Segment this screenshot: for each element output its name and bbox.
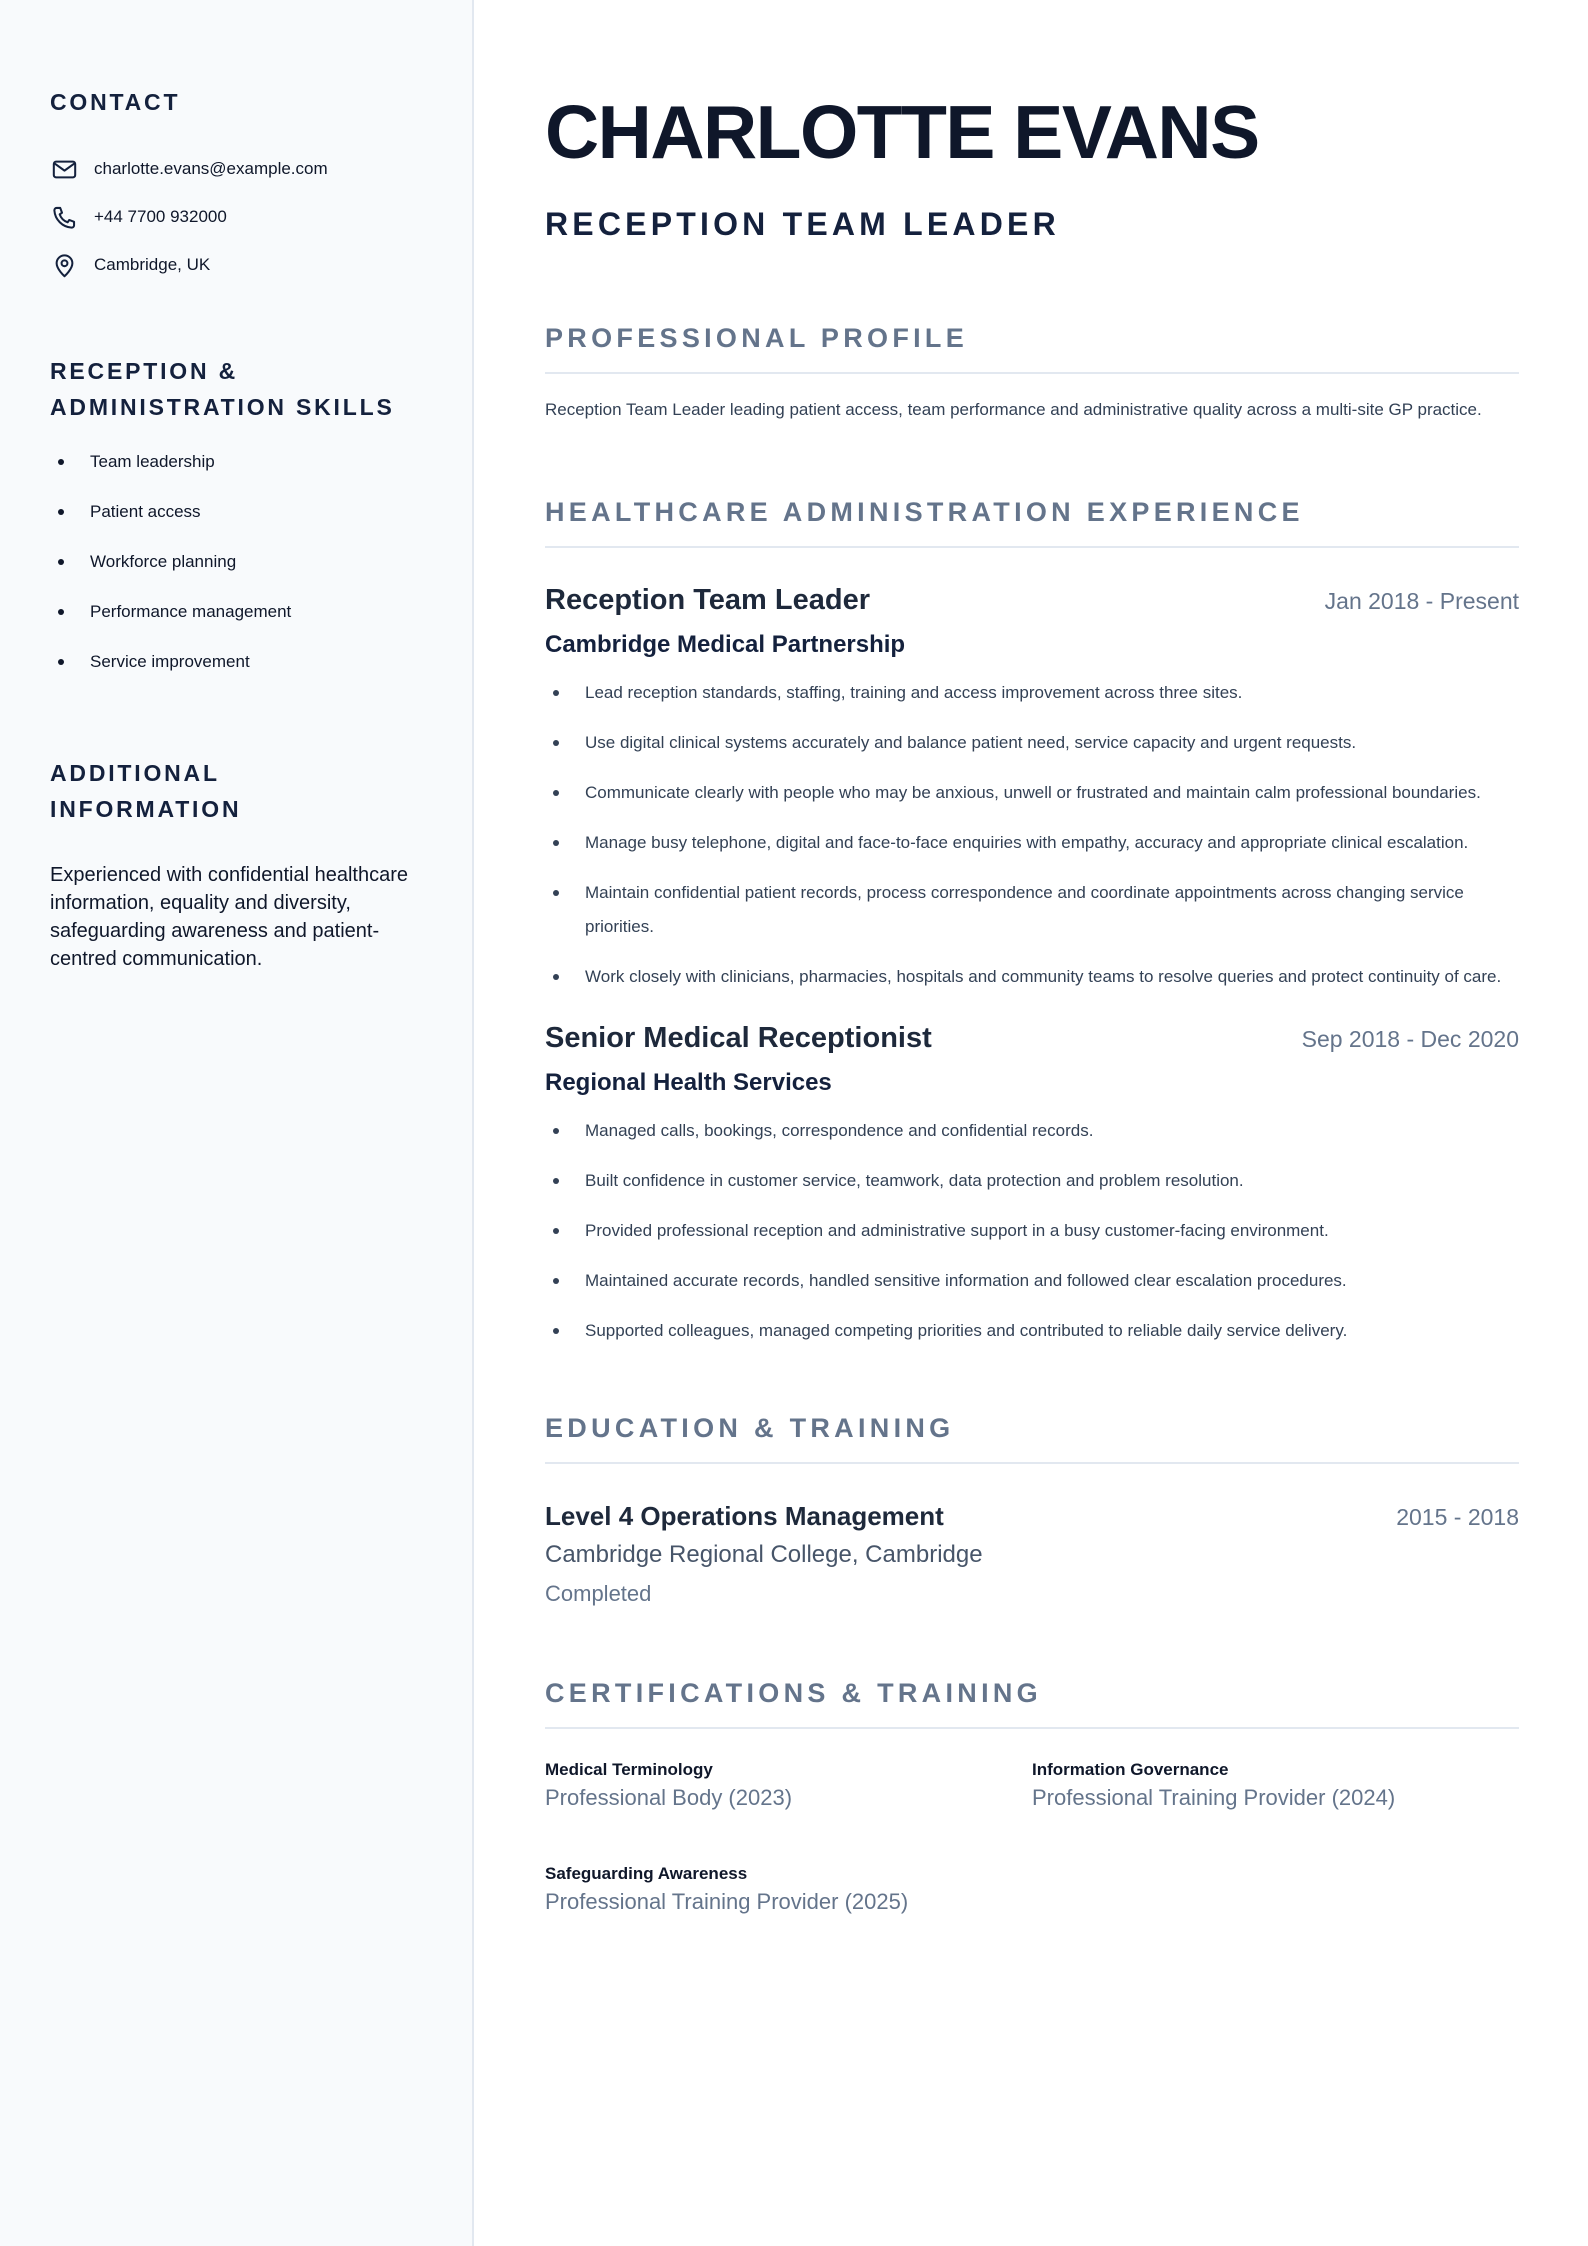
job-bullet: Manage busy telephone, digital and face-to-face enquiries with empathy, accuracy and appropriate clinical escalation. xyxy=(545,826,1519,860)
job-bullets xyxy=(545,676,1519,994)
skill-item: Team leadership xyxy=(50,449,412,499)
job-bullet: Communicate clearly with people who may be anxious, unwell or frustrated and maintain calm professional boundaries. xyxy=(545,776,1519,810)
skill-item: Performance management xyxy=(50,599,412,649)
main-content xyxy=(474,0,1588,2246)
job-bullet: Built confidence in customer service, teamwork, data protection and problem resolution. xyxy=(545,1164,1519,1198)
additional-info-text: Experienced with confidential healthcare information, equality and diversity, safeguarding awareness and patient-centred communication. xyxy=(50,864,408,970)
job-entry xyxy=(545,1018,1519,1348)
certifications-grid xyxy=(545,1759,1519,1917)
contact-list xyxy=(50,145,412,289)
sidebar xyxy=(0,0,474,2246)
education-school: Cambridge Regional College, Cambridge xyxy=(545,1541,983,1568)
profile-heading: PROFESSIONAL PROFILE xyxy=(545,318,1519,374)
job-date: Jan 2018 - Present xyxy=(1324,588,1519,614)
education-header xyxy=(545,1498,1519,1534)
skills-heading xyxy=(50,353,412,425)
job-bullet: Lead reception standards, staffing, training and access improvement across three sites. xyxy=(545,676,1519,710)
contact-location xyxy=(50,241,412,289)
job-bullet: Managed calls, bookings, correspondence and confidential records. xyxy=(545,1114,1519,1148)
contact-heading: CONTACT xyxy=(50,89,181,115)
contact-phone[interactable] xyxy=(50,193,412,241)
skills-heading-line1: RECEPTION & xyxy=(50,358,238,384)
education-entry xyxy=(545,1498,1519,1611)
skill-item: Service improvement xyxy=(50,649,412,699)
additional-info-heading: ADDITIONAL INFORMATION xyxy=(50,760,242,822)
certification-item xyxy=(545,1863,1032,1917)
contact-email[interactable] xyxy=(50,145,412,193)
education-date: 2015 - 2018 xyxy=(1396,1504,1519,1530)
certifications-heading: CERTIFICATIONS & TRAINING xyxy=(545,1673,1519,1729)
job-title: Reception Team Leader xyxy=(545,584,871,616)
candidate-role: RECEPTION TEAM LEADER xyxy=(545,206,1060,242)
job-entry xyxy=(545,580,1519,994)
job-bullet: Use digital clinical systems accurately and balance patient need, service capacity and urgent requests. xyxy=(545,726,1519,760)
job-bullet: Maintained accurate records, handled sensitive information and followed clear escalation procedures. xyxy=(545,1264,1519,1298)
skills-heading-line2: ADMINISTRATION SKILLS xyxy=(50,394,395,420)
location-pin-icon xyxy=(50,251,78,279)
skill-item: Workforce planning xyxy=(50,549,412,599)
mail-icon xyxy=(50,155,78,183)
contact-email-text: charlotte.evans@example.com xyxy=(94,159,328,178)
job-bullet: Supported colleagues, managed competing priorities and contributed to reliable daily service delivery. xyxy=(545,1314,1519,1348)
job-title: Senior Medical Receptionist xyxy=(545,1022,932,1054)
certification-issuer: Professional Body (2023) xyxy=(545,1785,793,1810)
job-bullet: Work closely with clinicians, pharmacies, hospitals and community teams to resolve queries and protect continuity of care. xyxy=(545,960,1519,994)
job-header xyxy=(545,580,1519,620)
job-organisation: Cambridge Medical Partnership xyxy=(545,631,906,658)
job-bullet: Maintain confidential patient records, process correspondence and coordinate appointments across changing service priorities. xyxy=(545,876,1519,944)
education-heading: EDUCATION & TRAINING xyxy=(545,1408,1519,1464)
certification-name: Information Governance xyxy=(1032,1760,1229,1779)
certification-item xyxy=(545,1759,1032,1813)
experience-heading: HEALTHCARE ADMINISTRATION EXPERIENCE xyxy=(545,492,1519,548)
education-status: Completed xyxy=(545,1581,652,1606)
contact-phone-text: +44 7700 932000 xyxy=(94,207,227,226)
job-organisation: Regional Health Services xyxy=(545,1069,832,1096)
phone-icon xyxy=(50,203,78,231)
job-header xyxy=(545,1018,1519,1058)
education-title: Level 4 Operations Management xyxy=(545,1501,944,1531)
certification-name: Safeguarding Awareness xyxy=(545,1864,748,1883)
job-bullets xyxy=(545,1114,1519,1348)
certification-issuer: Professional Training Provider (2024) xyxy=(1032,1785,1396,1810)
skill-item: Patient access xyxy=(50,499,412,549)
skills-list xyxy=(50,449,412,699)
job-date: Sep 2018 - Dec 2020 xyxy=(1301,1026,1519,1052)
contact-location-text: Cambridge, UK xyxy=(94,255,211,274)
profile-text: Reception Team Leader leading patient access, team performance and administrative quality across a multi-site GP practice. xyxy=(545,400,1482,419)
certification-issuer: Professional Training Provider (2025) xyxy=(545,1889,909,1914)
certification-item xyxy=(1032,1759,1519,1813)
certification-name: Medical Terminology xyxy=(545,1760,713,1779)
job-bullet: Provided professional reception and administrative support in a busy customer-facing environment. xyxy=(545,1214,1519,1248)
candidate-name: CHARLOTTE EVANS xyxy=(545,90,1259,174)
